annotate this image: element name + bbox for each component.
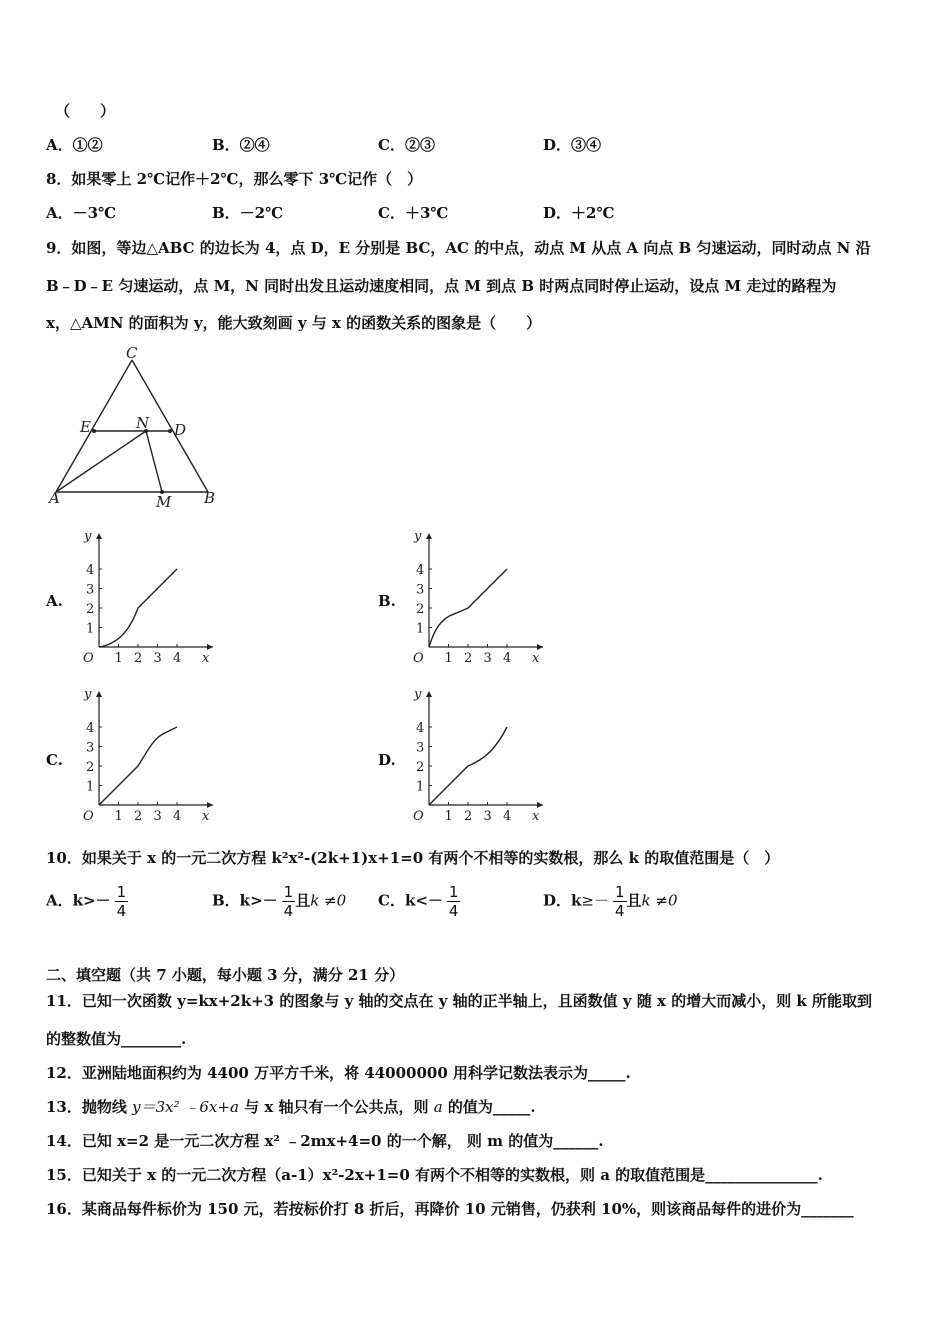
q10-option-a: A．k>－ $\frac{1}{4}$ [46,883,127,920]
y-tick-label: 4 [416,721,425,736]
label-d: D [174,421,187,439]
function-curve [99,727,177,805]
x-tick-label: 4 [173,651,182,665]
label-n: N [136,414,150,432]
x-tick-label: 4 [503,651,512,665]
function-curve [429,727,507,805]
y-tick-label: 1 [86,621,95,637]
q10-option-d: D．k≥－ $\frac{1}{4}$ 且k ≠0 [543,883,678,920]
label-b: B [204,489,216,507]
y-axis-label: y [414,529,422,544]
q9-line2: B﹣D﹣E 匀速运动，点 M，N 同时出发且运动速度相同，点 M 到点 B 时两点同时停止运动，设点 M 走过的路程为 [46,277,837,295]
q11-line1: 11．已知一次函数 y=kx+2k+3 的图象与 y 轴的交点在 y 轴的正半轴上，且函数值 y 随 x 的增大而减小，则 k 所能取到 [46,992,873,1010]
y-tick-label: 1 [86,779,95,795]
y-axis-arrow [96,691,102,697]
y-tick-label: 1 [416,779,425,795]
y-axis-arrow [426,691,432,697]
y-axis-label: y [414,687,422,702]
x-axis-label: x [532,651,540,665]
y-tick-label: 4 [416,563,425,578]
q7-option-b: B．②④ [212,136,270,154]
origin-label: O [413,809,424,823]
graph-c [75,685,220,823]
q7-option-d: D．③④ [543,136,602,154]
y-tick-label: 3 [416,740,425,756]
x-axis-arrow [537,644,543,650]
y-axis-arrow [426,533,432,539]
x-tick-label: 1 [444,651,453,665]
q11-line2: 的整数值为________. [46,1030,187,1048]
y-tick-label: 4 [86,721,95,736]
x-tick-label: 2 [134,809,143,823]
q9-line3: x，△AMN 的面积为 y，能大致刻画 y 与 x 的函数关系的图象是（ ） [46,314,542,332]
x-axis-label: x [202,651,210,665]
x-axis-label: x [202,809,210,823]
x-tick-label: 2 [464,809,473,823]
segment-an [56,431,146,492]
q8-option-b: B．－2℃ [212,204,284,222]
q8-option-c: C．＋3℃ [378,204,449,222]
graph-d-label: D. [378,751,396,769]
q16: 16．某商品每件标价为 150 元，若按标价打 8 折后，再降价 10 元销售，仍获利 10%，则该商品每件的进价为_______ [46,1200,854,1218]
y-tick-label: 1 [416,621,425,637]
q8-stem: 8．如果零上 2℃记作＋2℃，那么零下 3℃记作（ ） [46,170,423,188]
q12: 12．亚洲陆地面积约为 4400 万平方千米，将 44000000 用科学记数法表示为_____. [46,1064,631,1082]
x-tick-label: 3 [483,651,492,665]
q7-option-a: A．①② [46,136,103,154]
x-axis-arrow [207,802,213,808]
origin-label: O [83,651,94,665]
q8-option-a: A．－3℃ [46,204,117,222]
triangle-figure [40,345,230,515]
y-tick-label: 4 [86,563,95,578]
graph-b [405,527,550,665]
q10-option-b: B．k>－ $\frac{1}{4}$ 且k ≠0 [212,883,347,920]
graph-d [405,685,550,823]
y-axis-label: y [84,529,92,544]
q13: 13．抛物线 y＝3x² ﹣6x+a 与 x 轴只有一个公共点，则 a 的值为_____. [46,1098,536,1116]
graph-c-label: C. [46,751,63,769]
y-tick-label: 2 [416,760,425,775]
q14: 14．已知 x=2 是一元二次方程 x² ﹣2mx+4=0 的一个解， 则 m 的值为______. [46,1132,604,1150]
x-tick-label: 3 [153,809,162,823]
q15: 15．已知关于 x 的一元二次方程（a-1）x²-2x+1=0 有两个不相等的实数根，则 a 的取值范围是_______________. [46,1166,823,1184]
x-tick-label: 4 [503,809,512,823]
q10-stem: 10．如果关于 x 的一元二次方程 k²x²-(2k+1)x+1=0 有两个不相等的实数根，那么 k 的取值范围是（ ） [46,849,780,867]
label-m: M [156,493,172,511]
label-c: C [126,345,138,362]
y-tick-label: 3 [86,740,95,756]
segment-nm [146,431,162,492]
y-axis-arrow [96,533,102,539]
y-tick-label: 2 [86,760,95,775]
label-a: A [49,489,60,507]
y-tick-label: 2 [86,602,95,617]
y-tick-label: 3 [86,582,95,598]
q7-option-c: C．②③ [378,136,435,154]
label-e: E [80,418,91,436]
section-title-fill-in: 二、填空题（共 7 小题，每小题 3 分，满分 21 分） [46,966,405,984]
origin-label: O [83,809,94,823]
function-curve [429,569,507,647]
side-ac [56,360,132,492]
q9-line1: 9．如图，等边△ABC 的边长为 4，点 D，E 分别是 BC，AC 的中点，动点 M 从点 A 向点 B 匀速运动，同时动点 N 沿 [46,239,871,257]
y-tick-label: 2 [416,602,425,617]
q10-option-c: C．k<－ $\frac{1}{4}$ [378,883,459,920]
x-axis-label: x [532,809,540,823]
graph-a [75,527,220,665]
x-tick-label: 1 [444,809,453,823]
x-axis-arrow [207,644,213,650]
y-tick-label: 3 [416,582,425,598]
q8-option-d: D．＋2℃ [543,204,615,222]
x-axis-arrow [537,802,543,808]
answer-paren: （ ） [55,102,116,120]
graph-b-label: B. [378,592,396,610]
origin-label: O [413,651,424,665]
x-tick-label: 2 [464,651,473,665]
x-tick-label: 2 [134,651,143,665]
y-axis-label: y [84,687,92,702]
x-tick-label: 1 [114,651,123,665]
x-tick-label: 3 [483,809,492,823]
x-tick-label: 4 [173,809,182,823]
graph-a-label: A. [46,592,63,610]
x-tick-label: 3 [153,651,162,665]
x-tick-label: 1 [114,809,123,823]
function-curve [99,569,177,647]
